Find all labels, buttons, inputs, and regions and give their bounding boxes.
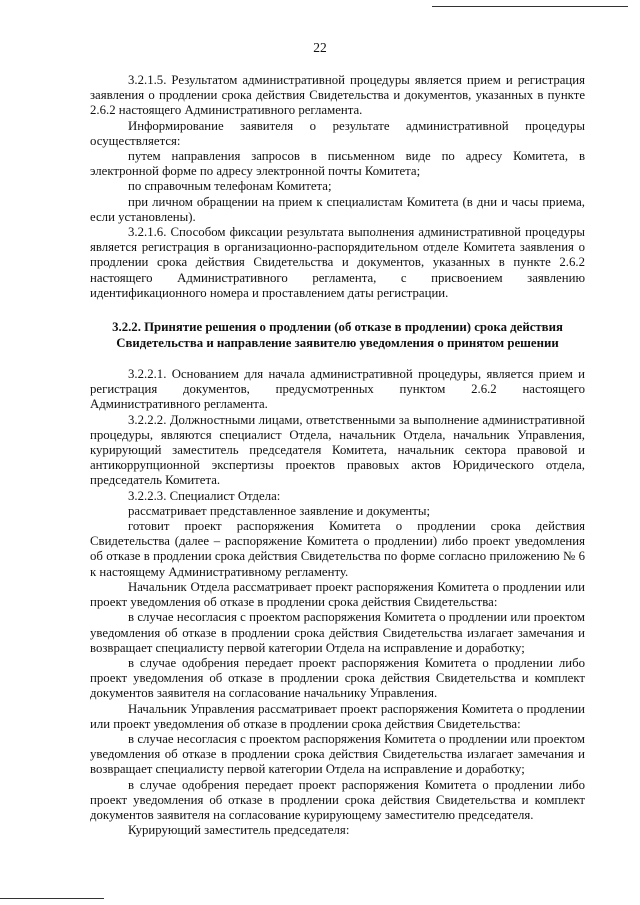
top-rule	[432, 6, 628, 7]
paragraph-head-of-department: Начальник Отдела рассматривает проект распоряжения Комитета о продлении или проект уведомления об отказе в продлении срока действия Свидетельства:	[90, 579, 585, 610]
bottom-rule	[0, 898, 104, 899]
paragraph-deputy-chair: Курирующий заместитель председателя:	[128, 823, 350, 838]
paragraph-informing: Информирование заявителя о результате административной процедуры осуществляется:	[90, 118, 585, 148]
paragraph-3-2-2-3: 3.2.2.3. Специалист Отдела:	[128, 488, 281, 503]
paragraph-approval-1: в случае одобрения передает проект распоряжения Комитета о продлении либо проект уведомления об отказе в продлении срока действия Свидетельства и комплект документов заявителя на согласование начальнику Управления.	[90, 655, 585, 701]
paragraph-3-2-1-5: 3.2.1.5. Результатом административной процедуры является прием и регистрация заявления о продлении срока действия Свидетельства и документов, указанных в пункте 2.6.2 настоящего Административного регламента.	[90, 73, 585, 118]
page-number: 22	[313, 40, 327, 55]
paragraph-3-2-2-1: 3.2.2.1. Основанием для начала административной процедуры, является прием и регистрация документов, предусмотренных пунктом 2.6.2 настоящего Административного регламента.	[90, 367, 585, 412]
paragraph-requests: путем направления запросов в письменном виде по адресу Комитета, в электронной форме по адресу электронной почты Комитета;	[90, 149, 585, 179]
paragraph-disagreement-1: в случае несогласия с проектом распоряжения Комитета о продлении или проектом уведомления об отказе в продлении срока действия Свидетельства излагает замечания и возвращает специалисту первой категории Отдела на исправление и доработку;	[90, 610, 585, 655]
paragraph-head-of-directorate: Начальник Управления рассматривает проект распоряжения Комитета о продлении или проект уведомления об отказе в продлении срока действия Свидетельства:	[90, 701, 585, 731]
paragraph-personal-visit: при личном обращении на прием к специалистам Комитета (в дни и часы приема, если установлены).	[90, 194, 585, 224]
paragraph-phones: по справочным телефонам Комитета;	[128, 179, 332, 194]
paragraph-3-2-2-2: 3.2.2.2. Должностными лицами, ответственными за выполнение административной процедуры, являются специалист Отдела, начальник Отдела, начальник Управления, курирующий заместитель председателя Комитета, начальник сектора правовой и антикоррупционной экспертизы проектов правовых актов Юридического отдела, председатель Комитета.	[90, 412, 585, 488]
section-heading-3-2-2: 3.2.2. Принятие решения о продлении (об отказе в продлении) срока действия Свидетельства и направление заявителю уведомления о принятом решении	[112, 320, 563, 351]
paragraph-reviews: рассматривает представленное заявление и документы;	[128, 503, 430, 518]
paragraph-disagreement-2: в случае несогласия с проектом распоряжения Комитета о продлении или проектом уведомления об отказе в продлении срока действия Свидетельства излагает замечания и возвращает специалисту первой категории Отдела на исправление и доработку;	[90, 731, 585, 777]
paragraph-approval-2: в случае одобрения передает проект распоряжения Комитета о продлении либо проект уведомления об отказе в продлении срока действия Свидетельства и комплект документов заявителя на согласование курирующему заместителю председателя.	[90, 777, 585, 822]
paragraph-prepares: готовит проект распоряжения Комитета о продлении срока действия Свидетельства (далее – распоряжение Комитета о продлении) либо проект уведомления об отказе в продлении срока действия Свидетельства по форме согласно приложению № 6 к настоящему Административному регламенту.	[90, 519, 585, 579]
paragraph-3-2-1-6: 3.2.1.6. Способом фиксации результата выполнения административной процедуры является регистрация в организационно-распорядительном отделе Комитета заявления о продлении срока действия Свидетельства и документов, указанных в пункте 2.6.2 настоящего Административного регламента, с присвоением заявлению идентификационного номера и проставлением даты регистрации.	[90, 225, 585, 300]
document-body	[90, 73, 585, 838]
